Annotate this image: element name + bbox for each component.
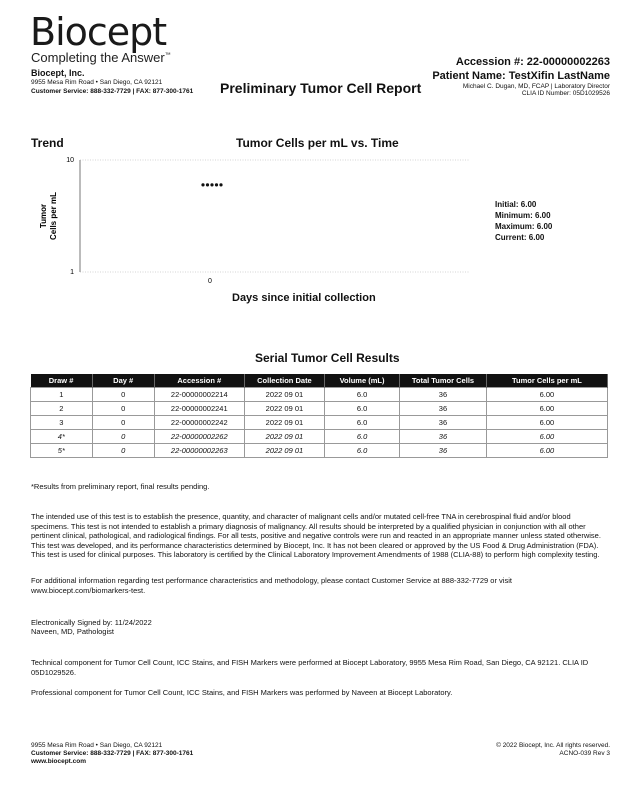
- cell-date: 2022 09 01: [244, 402, 324, 416]
- table-row: [31, 444, 608, 458]
- y-tick-bottom: 1: [70, 269, 74, 276]
- patient-name: Patient Name: TestXifin LastName: [432, 70, 610, 82]
- cell-total: 36: [400, 416, 487, 430]
- footer-doc-id: ACNO-039 Rev 3: [559, 750, 610, 757]
- table-row: [31, 416, 608, 430]
- cell-day: 0: [92, 444, 154, 458]
- y-tick-top: 10: [66, 157, 74, 164]
- additional-info-text: For additional information regarding test performance characteristics and methodology, please contact Customer Service at 888-332-7729 or visit www.biocept.com/biomarkers-test.: [31, 576, 512, 595]
- footer-copyright: © 2022 Biocept, Inc. All rights reserved.: [496, 742, 610, 749]
- cell-per: 6.00: [486, 388, 607, 402]
- serial-results-title: Serial Tumor Cell Results: [255, 351, 400, 365]
- column-header: Total Tumor Cells: [400, 374, 487, 388]
- cell-draw: 5*: [31, 444, 93, 458]
- y-axis-label-1: Tumor: [39, 203, 48, 229]
- data-point: [219, 183, 222, 186]
- professional-component-text: Professional component for Tumor Cell Count, ICC Stains, and FISH Markers was performed by Naveen at Biocept Laboratory.: [31, 688, 453, 697]
- pathologist-name: Naveen, MD, Pathologist: [31, 627, 114, 636]
- cell-date: 2022 09 01: [244, 444, 324, 458]
- cell-day: 0: [92, 416, 154, 430]
- company-name: Biocept, Inc.: [31, 68, 85, 78]
- table-row: [31, 430, 608, 444]
- column-header: Accession #: [154, 374, 244, 388]
- cell-total: 36: [400, 430, 487, 444]
- signature-line: Electronically Signed by: 11/24/2022: [31, 618, 152, 627]
- footer-address: 9955 Mesa Rim Road • San Diego, CA 92121: [31, 742, 163, 749]
- data-point: [201, 183, 204, 186]
- cell-date: 2022 09 01: [244, 416, 324, 430]
- company-address: 9955 Mesa Rim Road • San Diego, CA 92121: [31, 79, 163, 86]
- cell-day: 0: [92, 388, 154, 402]
- customer-service: Customer Service: 888-332-7729 | FAX: 877-300-1761: [31, 88, 194, 95]
- footnote: *Results from preliminary report, final results pending.: [31, 482, 210, 491]
- stat-initial: Initial: 6.00: [495, 200, 537, 209]
- stat-maximum: Maximum: 6.00: [495, 222, 553, 231]
- cell-acc: 22-00000002242: [154, 416, 244, 430]
- cell-per: 6.00: [486, 430, 607, 444]
- cell-day: 0: [92, 430, 154, 444]
- cell-draw: 3: [31, 416, 93, 430]
- company-logo: Biocept: [30, 10, 167, 54]
- cell-draw: 1: [31, 388, 93, 402]
- technical-component-text: Technical component for Tumor Cell Count, ICC Stains, and FISH Markers were performed at Biocept Laboratory, 9955 Mesa Rim Road, San Diego, CA 92121. CLIA ID 05D1029526.: [31, 658, 589, 677]
- lab-director: Michael C. Dugan, MD, FCAP | Laboratory Director: [462, 83, 610, 90]
- cell-acc: 22-00000002214: [154, 388, 244, 402]
- stat-current: Current: 6.00: [495, 233, 545, 242]
- cell-acc: 22-00000002241: [154, 402, 244, 416]
- cell-total: 36: [400, 388, 487, 402]
- trend-label: Trend: [31, 136, 64, 150]
- cell-per: 6.00: [486, 444, 607, 458]
- table-row: [31, 402, 608, 416]
- intended-use-text: The intended use of this test is to establish the presence, quantity, and character of malignant cells and/or mutated cell-free TNA in cerebrospinal fluid and/or blood specimens. This test is not intended to establish a primary diagnosis of malignancy. All results should be interpreted by a qualified physician in conjunction with all other pertinent clinical, pathological, and radiological findings. For all tests, positive and negative controls were run and reacted in an appropriate manner unless stated otherwise. This test was developed, and its performance characteristics determined by Biocept, Inc. It has not been cleared or approved by the US Food & Drug Administration (FDA). This test is used for clinical purposes. This laboratory is certified by the Clinical Laboratory Improvement Amendments of 1988 (CLIA-88) to perform high complexity testing.: [31, 512, 601, 559]
- cell-vol: 6.0: [325, 416, 400, 430]
- x-axis-label: Days since initial collection: [232, 292, 376, 304]
- table-row: [31, 388, 608, 402]
- cell-date: 2022 09 01: [244, 388, 324, 402]
- cell-vol: 6.0: [325, 430, 400, 444]
- cell-per: 6.00: [486, 402, 607, 416]
- footer-right: [496, 742, 610, 758]
- cell-draw: 2: [31, 402, 93, 416]
- chart-title: Tumor Cells per mL vs. Time: [236, 136, 399, 150]
- trend-stats: [495, 199, 552, 243]
- cell-total: 36: [400, 444, 487, 458]
- x-tick: 0: [208, 278, 212, 285]
- column-header: Tumor Cells per mL: [486, 374, 607, 388]
- cell-day: 0: [92, 402, 154, 416]
- data-point: [215, 183, 218, 186]
- cell-acc: 22-00000002262: [154, 430, 244, 444]
- data-point: [206, 183, 209, 186]
- column-header: Volume (mL): [325, 374, 400, 388]
- cell-draw: 4*: [31, 430, 93, 444]
- cell-vol: 6.0: [325, 402, 400, 416]
- column-header: Collection Date: [244, 374, 324, 388]
- cell-acc: 22-00000002263: [154, 444, 244, 458]
- cell-date: 2022 09 01: [244, 430, 324, 444]
- stat-minimum: Minimum: 6.00: [495, 211, 551, 220]
- report-title: Preliminary Tumor Cell Report: [220, 80, 422, 96]
- cell-per: 6.00: [486, 416, 607, 430]
- footer-website[interactable]: www.biocept.com: [31, 758, 87, 765]
- data-point: [210, 183, 213, 186]
- footer-left: [31, 742, 193, 766]
- footer-service: Customer Service: 888-332-7729 | FAX: 877-300-1761: [31, 750, 194, 757]
- y-axis-label-2: Cells per mL: [49, 191, 58, 241]
- cell-vol: 6.0: [325, 388, 400, 402]
- column-header: Draw #: [31, 374, 93, 388]
- cell-vol: 6.0: [325, 444, 400, 458]
- clia-number: CLIA ID Number: 05D1029526: [521, 90, 610, 97]
- trend-chart: [30, 150, 480, 310]
- results-table: [30, 374, 608, 458]
- tagline: Completing the Answer™: [31, 50, 171, 65]
- column-header: Day #: [92, 374, 154, 388]
- cell-total: 36: [400, 402, 487, 416]
- accession-number: Accession #: 22-00000002263: [455, 56, 610, 68]
